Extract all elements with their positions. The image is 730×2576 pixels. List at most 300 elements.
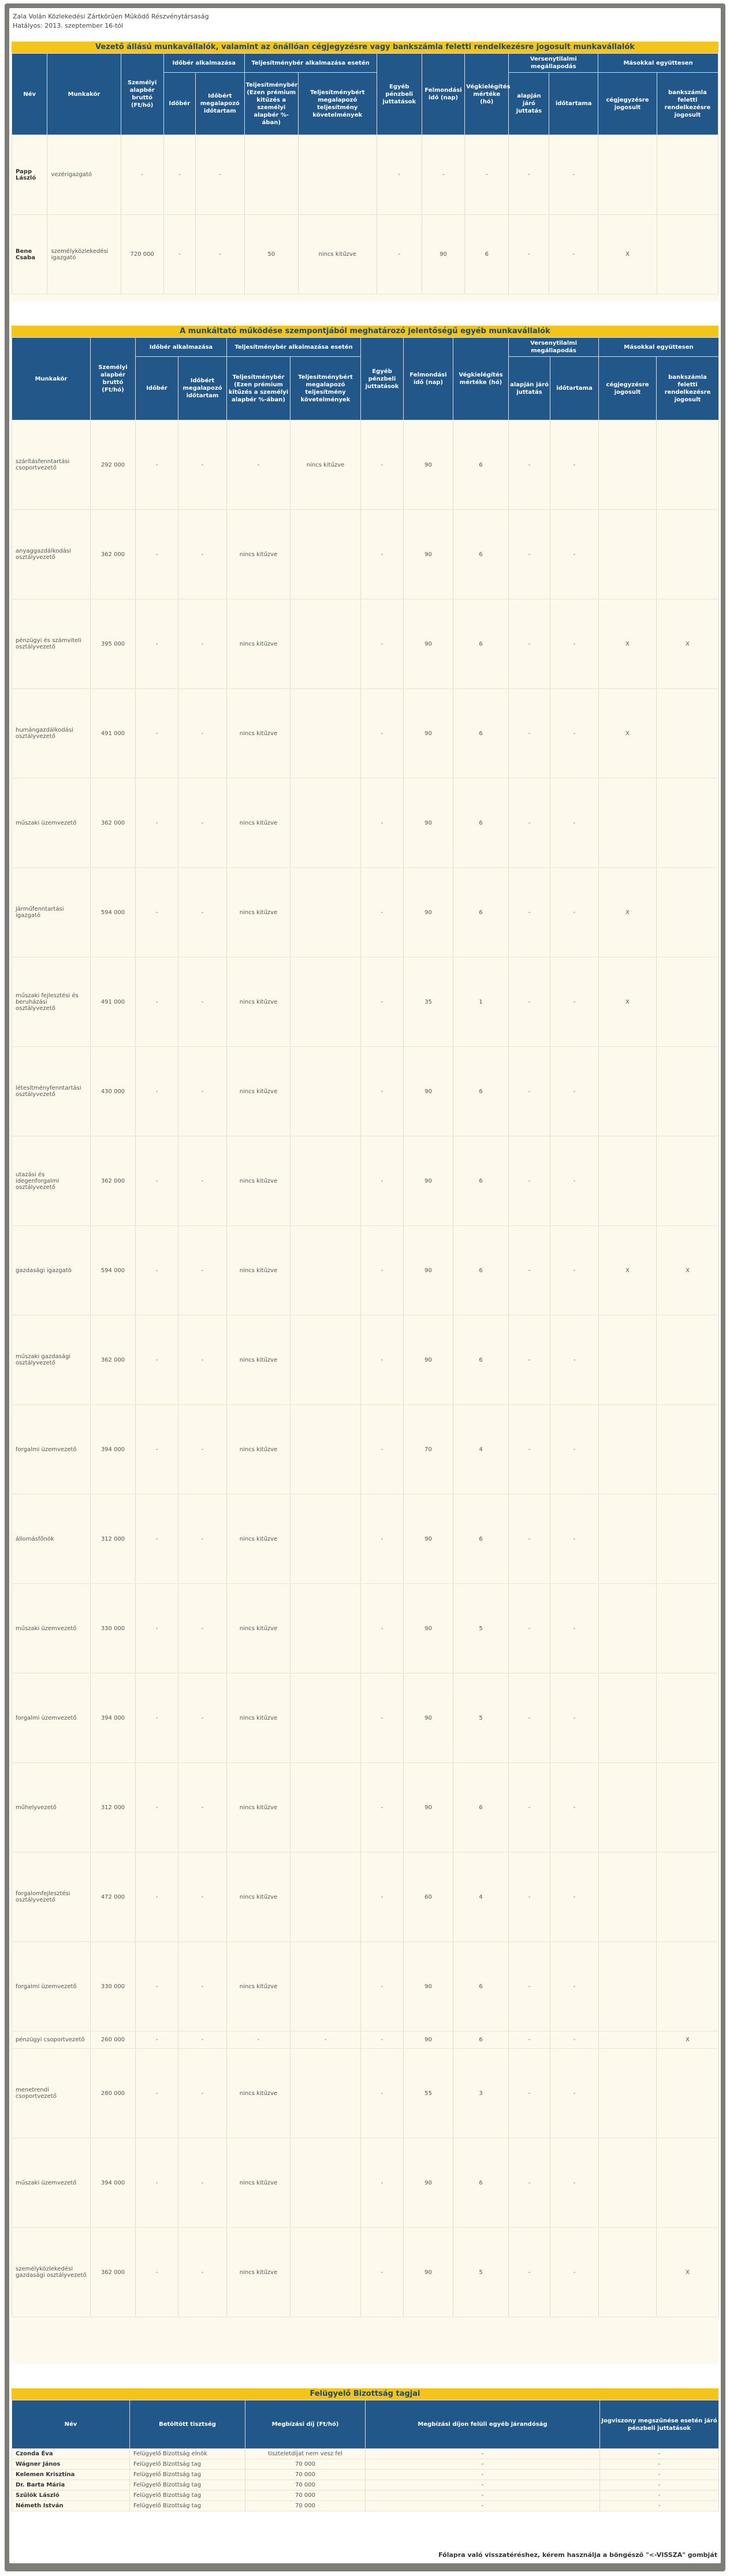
cell-period: -: [178, 1942, 227, 2031]
cell-ncper: -: [550, 1673, 599, 1763]
cell-notice: 90: [422, 215, 464, 294]
cell-sign: [599, 2049, 657, 2138]
cell-fee: 70 000: [245, 2480, 366, 2491]
cell-position: gazdasági igazgató: [12, 1226, 91, 1315]
cell-sign: [599, 2138, 657, 2228]
cell-other: -: [361, 1315, 404, 1405]
cell-basis: [290, 1673, 361, 1763]
cell-ncper: -: [550, 2138, 599, 2228]
cell-position: műszaki üzemvezető: [12, 1584, 91, 1673]
cell-notice: 90: [404, 1494, 453, 1584]
table-row: [12, 599, 719, 689]
table-row: [12, 2480, 719, 2491]
cell-bonus: nincs kitűzve: [227, 2228, 290, 2317]
cell-timewage: -: [136, 420, 178, 510]
cell-salary: 362 000: [91, 778, 136, 868]
emp-col-noncomp-period: időtartama: [550, 357, 599, 420]
cell-salary: 491 000: [91, 689, 136, 778]
cell-salary: 362 000: [91, 1136, 136, 1226]
table-row: [12, 778, 719, 868]
cell-salary: 720 000: [121, 215, 163, 294]
board-col-fee: Megbízási díj (Ft/hó): [245, 2400, 366, 2449]
cell-period: -: [178, 1405, 227, 1494]
cell-severance: -: [465, 135, 509, 215]
cell-period: -: [178, 599, 227, 689]
cell-bank: X: [657, 1226, 719, 1315]
cell-period: -: [178, 1763, 227, 1852]
cell-other: -: [366, 2491, 600, 2501]
cell-salary: 394 000: [91, 2138, 136, 2228]
board-title: Felügyelő Bizottság tagjai: [12, 2388, 718, 2400]
cell-basis: -: [290, 2031, 361, 2049]
cell-sign: [599, 1405, 657, 1494]
cell-bank: [657, 2049, 719, 2138]
cell-basis: [290, 1405, 361, 1494]
cell-ncpay: -: [509, 2049, 550, 2138]
cell-period: -: [195, 135, 244, 215]
cell-salary: 394 000: [91, 1673, 136, 1763]
cell-severance: 5: [453, 2228, 509, 2317]
cell-bonus: nincs kitűzve: [227, 1405, 290, 1494]
cell-ncper: -: [550, 2049, 599, 2138]
cell-position: forgalomfejlesztési osztályvezető: [12, 1852, 91, 1942]
emp-col-noncomp-pay: alapján járó juttatás: [509, 357, 550, 420]
cell-position: forgalmi üzemvezető: [12, 1405, 91, 1494]
executives-table: [12, 53, 718, 294]
cell-salary: 330 000: [91, 1584, 136, 1673]
cell-notice: -: [422, 135, 464, 215]
cell-timewage: -: [136, 599, 178, 689]
cell-notice: 90: [404, 2228, 453, 2317]
cell-timewage: -: [136, 868, 178, 957]
cell-notice: 35: [404, 957, 453, 1047]
cell-bonus: nincs kitűzve: [227, 599, 290, 689]
cell-basis: [290, 1315, 361, 1405]
cell-fee: tiszteletdíjat nem vesz fel: [245, 2449, 366, 2459]
cell-period: -: [178, 2138, 227, 2228]
col-severance: Végkielégítés mértéke (hó): [465, 54, 509, 135]
cell-basis: [290, 599, 361, 689]
cell-other: -: [361, 868, 404, 957]
cell-other: -: [361, 1136, 404, 1226]
board-table: [12, 2400, 719, 2511]
table-row: [12, 2449, 719, 2459]
cell-basis: [290, 1226, 361, 1315]
cell-salary: 260 000: [91, 2031, 136, 2049]
cell-bank: X: [657, 599, 719, 689]
executives-rows: [12, 135, 718, 294]
back-button-label: <-VISSZA: [649, 2551, 683, 2559]
cell-other: -: [361, 1852, 404, 1942]
table-row: [12, 1047, 719, 1136]
cell-timewage: -: [163, 215, 195, 294]
cell-basis: [290, 1136, 361, 1226]
cell-sign: [599, 1494, 657, 1584]
employees-rows: [12, 420, 719, 2317]
cell-other: -: [377, 135, 422, 215]
cell-sign: [599, 2031, 657, 2049]
cell-period: -: [178, 868, 227, 957]
cell-position: műszaki fejlesztési és beruházási osztályvezető: [12, 957, 91, 1047]
cell-period: -: [178, 1852, 227, 1942]
cell-other: -: [361, 689, 404, 778]
cell-bank: [657, 1494, 719, 1584]
cell-basis: nincs kitűzve: [298, 215, 377, 294]
cell-ncper: -: [550, 1942, 599, 2031]
cell-role: Felügyelő Bizottság tag: [130, 2491, 245, 2501]
cell-salary: 472 000: [91, 1852, 136, 1942]
cell-ncper: -: [550, 1405, 599, 1494]
cell-salary: 362 000: [91, 1315, 136, 1405]
cell-position: humángazdálkodási osztályvezető: [12, 689, 91, 778]
cell-ncpay: -: [509, 1673, 550, 1763]
cell-other: -: [361, 1763, 404, 1852]
cell-severance: 6: [453, 510, 509, 599]
cell-salary: 594 000: [91, 1226, 136, 1315]
emp-col-timewage: Időbér: [136, 357, 178, 420]
cell-period: -: [178, 1494, 227, 1584]
cell-salary: 594 000: [91, 868, 136, 957]
col-noncomp-period: időtartama: [549, 73, 598, 135]
col-joint-bank: bankszámla feletti rendelkezésre jogosult: [657, 73, 718, 135]
cell-severance: 6: [453, 1047, 509, 1136]
cell-sign: X: [599, 599, 657, 689]
cell-sign: [599, 1315, 657, 1405]
cell-ncper: -: [550, 868, 599, 957]
cell-timewage: -: [136, 957, 178, 1047]
cell-bank: [657, 1852, 719, 1942]
cell-notice: 90: [404, 778, 453, 868]
cell-severance: 6: [453, 1763, 509, 1852]
cell-role: Felügyelő Bizottság elnök: [130, 2449, 245, 2459]
cell-other: -: [361, 2138, 404, 2228]
cell-period: -: [178, 1136, 227, 1226]
cell-bonus: nincs kitűzve: [227, 1942, 290, 2031]
cell-ncpay: -: [509, 1315, 550, 1405]
cell-other: -: [361, 1942, 404, 2031]
col-perf-basis: Teljesítménybért megalapozó teljesítmény követelmények: [298, 73, 377, 135]
cell-timewage: -: [136, 1405, 178, 1494]
cell-sign: [599, 778, 657, 868]
cell-ncpay: -: [509, 689, 550, 778]
cell-sign: X: [599, 689, 657, 778]
table-row: [12, 1942, 719, 2031]
emp-col-notice: Felmondási idő (nap): [404, 338, 453, 420]
executives-title: Vezető állású munkavállalók, valamint az önállóan cégjegyzésre vagy bankszámla feletti rendelkezésre jogosult munkavállalók: [12, 42, 718, 53]
cell-sign: [599, 1852, 657, 1942]
board-col-other: Megbízási díjon felüli egyéb járandóság: [366, 2400, 600, 2449]
cell-salary: 362 000: [91, 2228, 136, 2317]
cell-notice: 90: [404, 1226, 453, 1315]
cell-other: -: [361, 1494, 404, 1584]
cell-position: személyközlekedési igazgató: [47, 215, 121, 294]
cell-other: -: [361, 778, 404, 868]
cell-other: -: [361, 2228, 404, 2317]
back-hint-lead: Főlapra való visszatéréshez, kérem használja a böngésző ": [438, 2551, 649, 2559]
col-position: Munkakör: [47, 54, 121, 135]
emp-col-other: Egyéb pénzbeli juttatások: [361, 338, 404, 420]
cell-other: -: [361, 1226, 404, 1315]
cell-severance: 5: [453, 1584, 509, 1673]
cell-timewage: -: [136, 2138, 178, 2228]
cell-basis: [290, 778, 361, 868]
cell-bank: [657, 215, 718, 294]
cell-ncpay: -: [509, 215, 549, 294]
cell-ncpay: -: [509, 1584, 550, 1673]
cell-ncpay: -: [509, 1136, 550, 1226]
cell-severance: 6: [453, 1494, 509, 1584]
board-rows: [12, 2449, 719, 2511]
cell-salary: 330 000: [91, 1942, 136, 2031]
cell-severance: 6: [453, 689, 509, 778]
cell-sign: [599, 1942, 657, 2031]
company-name: Zala Volán Közlekedési Zártkörűen Működő Részvénytársaság: [13, 13, 209, 20]
cell-bonus: nincs kitűzve: [227, 868, 290, 957]
employees-section: [12, 326, 718, 2364]
cell-severance: 6: [453, 2031, 509, 2049]
cell-bank: [657, 689, 719, 778]
cell-ncper: -: [550, 2031, 599, 2049]
table-row: [12, 420, 719, 510]
cell-basis: [298, 135, 377, 215]
cell-notice: 60: [404, 1852, 453, 1942]
back-hint-tail: " gombját: [682, 2551, 717, 2559]
board-section: [12, 2388, 718, 2509]
cell-basis: [290, 2049, 361, 2138]
cell-bonus: nincs kitűzve: [227, 1047, 290, 1136]
table-row: [12, 135, 718, 215]
cell-basis: [290, 1942, 361, 2031]
cell-other: -: [361, 1584, 404, 1673]
cell-other: -: [361, 510, 404, 599]
cell-basis: [290, 689, 361, 778]
cell-salary: -: [121, 135, 163, 215]
col-noncomp-pay: alapján járó juttatás: [509, 73, 549, 135]
cell-ncpay: -: [509, 510, 550, 599]
emp-col-perf-bonus: Teljesítménybér (Ezen prémium kitűzés a személyi alapbér %-ában): [227, 357, 290, 420]
cell-position: műszaki üzemvezető: [12, 2138, 91, 2228]
cell-notice: 90: [404, 2138, 453, 2228]
table-row: [12, 957, 719, 1047]
cell-position: szárításfenntartási csoportvezető: [12, 420, 91, 510]
cell-notice: 90: [404, 868, 453, 957]
cell-salary: 491 000: [91, 957, 136, 1047]
emp-col-noncomp-group: Versenytilalmi megállapodás: [509, 338, 599, 357]
effective-date: Hatályos: 2013. szeptember 16-tól: [13, 22, 124, 29]
cell-position: műhelyvezető: [12, 1763, 91, 1852]
cell-ncpay: -: [509, 420, 550, 510]
cell-bonus: nincs kitűzve: [227, 957, 290, 1047]
cell-notice: 70: [404, 1405, 453, 1494]
cell-ncper: -: [550, 1763, 599, 1852]
cell-bonus: nincs kitűzve: [227, 1852, 290, 1942]
employees-title: A munkáltató működése szempontjából meghatározó jelentőségű egyéb munkavállalók: [12, 326, 718, 337]
cell-notice: 90: [404, 1584, 453, 1673]
cell-position: vezérigazgató: [47, 135, 121, 215]
table-row: [12, 1673, 719, 1763]
table-row: [12, 689, 719, 778]
col-perf-group: Teljesítménybér alkalmazása esetén: [244, 54, 377, 73]
cell-other: -: [361, 1047, 404, 1136]
cell-ncpay: -: [509, 1852, 550, 1942]
cell-ncpay: -: [509, 957, 550, 1047]
cell-position: műszaki gazdasági osztályvezető: [12, 1315, 91, 1405]
cell-bank: [657, 135, 718, 215]
cell-ncper: -: [550, 1584, 599, 1673]
cell-ncper: -: [550, 1852, 599, 1942]
cell-sign: [599, 420, 657, 510]
cell-bonus: nincs kitűzve: [227, 1494, 290, 1584]
table-row: [12, 2459, 719, 2470]
cell-severance: 6: [453, 1315, 509, 1405]
cell-ncpay: -: [509, 135, 549, 215]
cell-basis: [290, 868, 361, 957]
cell-bonus: [244, 135, 298, 215]
cell-ncper: -: [549, 135, 598, 215]
cell-bonus: nincs kitűzve: [227, 778, 290, 868]
cell-bonus: nincs kitűzve: [227, 689, 290, 778]
cell-other: -: [366, 2459, 600, 2470]
cell-timewage: -: [136, 510, 178, 599]
cell-basis: [290, 1584, 361, 1673]
cell-severance: 3: [453, 2049, 509, 2138]
cell-notice: 90: [404, 510, 453, 599]
board-col-termination: Jogviszony megszűnése esetén járó pénzbeli juttatások: [600, 2400, 719, 2449]
cell-basis: [290, 1852, 361, 1942]
cell-bonus: nincs kitűzve: [227, 1226, 290, 1315]
cell-position: anyaggazdálkodási osztályvezető: [12, 510, 91, 599]
cell-timewage: -: [136, 1136, 178, 1226]
cell-bank: [657, 510, 719, 599]
cell-ncpay: -: [509, 1942, 550, 2031]
cell-timewage: -: [136, 2228, 178, 2317]
cell-other: -: [361, 1405, 404, 1494]
cell-timewage: -: [163, 135, 195, 215]
cell-ncper: -: [549, 215, 598, 294]
cell-basis: [290, 1763, 361, 1852]
cell-position: utazási és idegenforgalmi osztályvezető: [12, 1136, 91, 1226]
cell-timewage: -: [136, 1494, 178, 1584]
cell-bank: [657, 420, 719, 510]
cell-severance: 1: [453, 957, 509, 1047]
table-row: [12, 2138, 719, 2228]
cell-sign: X: [599, 1226, 657, 1315]
cell-salary: 280 000: [91, 2049, 136, 2138]
cell-severance: 6: [453, 868, 509, 957]
cell-bank: [657, 1942, 719, 2031]
cell-period: -: [178, 2228, 227, 2317]
cell-timewage: -: [136, 1584, 178, 1673]
table-row: [12, 510, 719, 599]
cell-severance: 6: [453, 2138, 509, 2228]
col-joint-group: Másokkal együttesen: [598, 54, 718, 73]
cell-ncpay: -: [509, 1405, 550, 1494]
emp-col-perf-group: Teljesítménybér alkalmazása esetén: [227, 338, 361, 357]
cell-ncper: -: [550, 689, 599, 778]
cell-severance: 6: [453, 1942, 509, 2031]
cell-bank: [657, 1136, 719, 1226]
cell-salary: 395 000: [91, 599, 136, 689]
emp-col-salary: Személyi alapbér bruttó (Ft/hó): [91, 338, 136, 420]
cell-severance: 4: [453, 1852, 509, 1942]
cell-ncpay: -: [509, 2228, 550, 2317]
cell-other: -: [366, 2470, 600, 2480]
board-col-name: Név: [12, 2400, 130, 2449]
emp-col-joint-group: Másokkal együttesen: [599, 338, 719, 357]
cell-bank: [657, 1405, 719, 1494]
cell-bank: X: [657, 2031, 719, 2049]
cell-fee: 70 000: [245, 2501, 366, 2511]
table-row: [12, 868, 719, 957]
cell-name: Bene Csaba: [12, 215, 47, 294]
cell-term: -: [600, 2501, 719, 2511]
col-salary: Személyi alapbér bruttó (Ft/hó): [121, 54, 163, 135]
col-other: Egyéb pénzbeli juttatások: [377, 54, 422, 135]
table-row: [12, 1136, 719, 1226]
cell-bank: [657, 1584, 719, 1673]
col-notice: Felmondási idő (nap): [422, 54, 464, 135]
cell-sign: [598, 135, 657, 215]
col-perf-bonus: Teljesítménybér (Ezen prémium kitűzés a személyi alapbér %-ában): [244, 73, 298, 135]
cell-timewage: -: [136, 1226, 178, 1315]
cell-name: Papp László: [12, 135, 47, 215]
cell-period: -: [178, 1673, 227, 1763]
emp-col-position: Munkakör: [12, 338, 91, 420]
cell-sign: X: [599, 868, 657, 957]
cell-bonus: nincs kitűzve: [227, 1315, 290, 1405]
cell-period: -: [178, 420, 227, 510]
cell-basis: [290, 957, 361, 1047]
cell-period: -: [195, 215, 244, 294]
cell-bonus: 50: [244, 215, 298, 294]
cell-basis: [290, 1047, 361, 1136]
table-row: [12, 215, 718, 294]
cell-role: Felügyelő Bizottság tag: [130, 2501, 245, 2511]
cell-term: -: [600, 2491, 719, 2501]
cell-sign: [599, 2228, 657, 2317]
cell-period: -: [178, 1584, 227, 1673]
employees-table: [12, 337, 719, 2317]
cell-ncper: -: [550, 2228, 599, 2317]
cell-term: -: [600, 2470, 719, 2480]
cell-notice: 55: [404, 2049, 453, 2138]
cell-severance: 6: [453, 1226, 509, 1315]
board-col-role: Betöltött tisztség: [130, 2400, 245, 2449]
table-row: [12, 2049, 719, 2138]
cell-ncpay: -: [509, 2031, 550, 2049]
cell-period: -: [178, 510, 227, 599]
cell-bank: [657, 868, 719, 957]
cell-ncper: -: [550, 957, 599, 1047]
cell-ncpay: -: [509, 1494, 550, 1584]
cell-notice: 90: [404, 1763, 453, 1852]
cell-notice: 90: [404, 599, 453, 689]
table-row: [12, 1584, 719, 1673]
cell-ncper: -: [550, 420, 599, 510]
cell-bonus: -: [227, 420, 290, 510]
cell-bonus: nincs kitűzve: [227, 1136, 290, 1226]
cell-period: -: [178, 778, 227, 868]
table-row: [12, 2031, 719, 2049]
cell-salary: 292 000: [91, 420, 136, 510]
cell-position: pénzügyi és számviteli osztályvezető: [12, 599, 91, 689]
cell-bank: [657, 2138, 719, 2228]
cell-position: menetrendi csoportvezető: [12, 2049, 91, 2138]
cell-bonus: nincs kitűzve: [227, 2049, 290, 2138]
cell-timewage: -: [136, 1852, 178, 1942]
cell-name: Dr. Barta Mária: [12, 2480, 130, 2491]
cell-term: -: [600, 2480, 719, 2491]
